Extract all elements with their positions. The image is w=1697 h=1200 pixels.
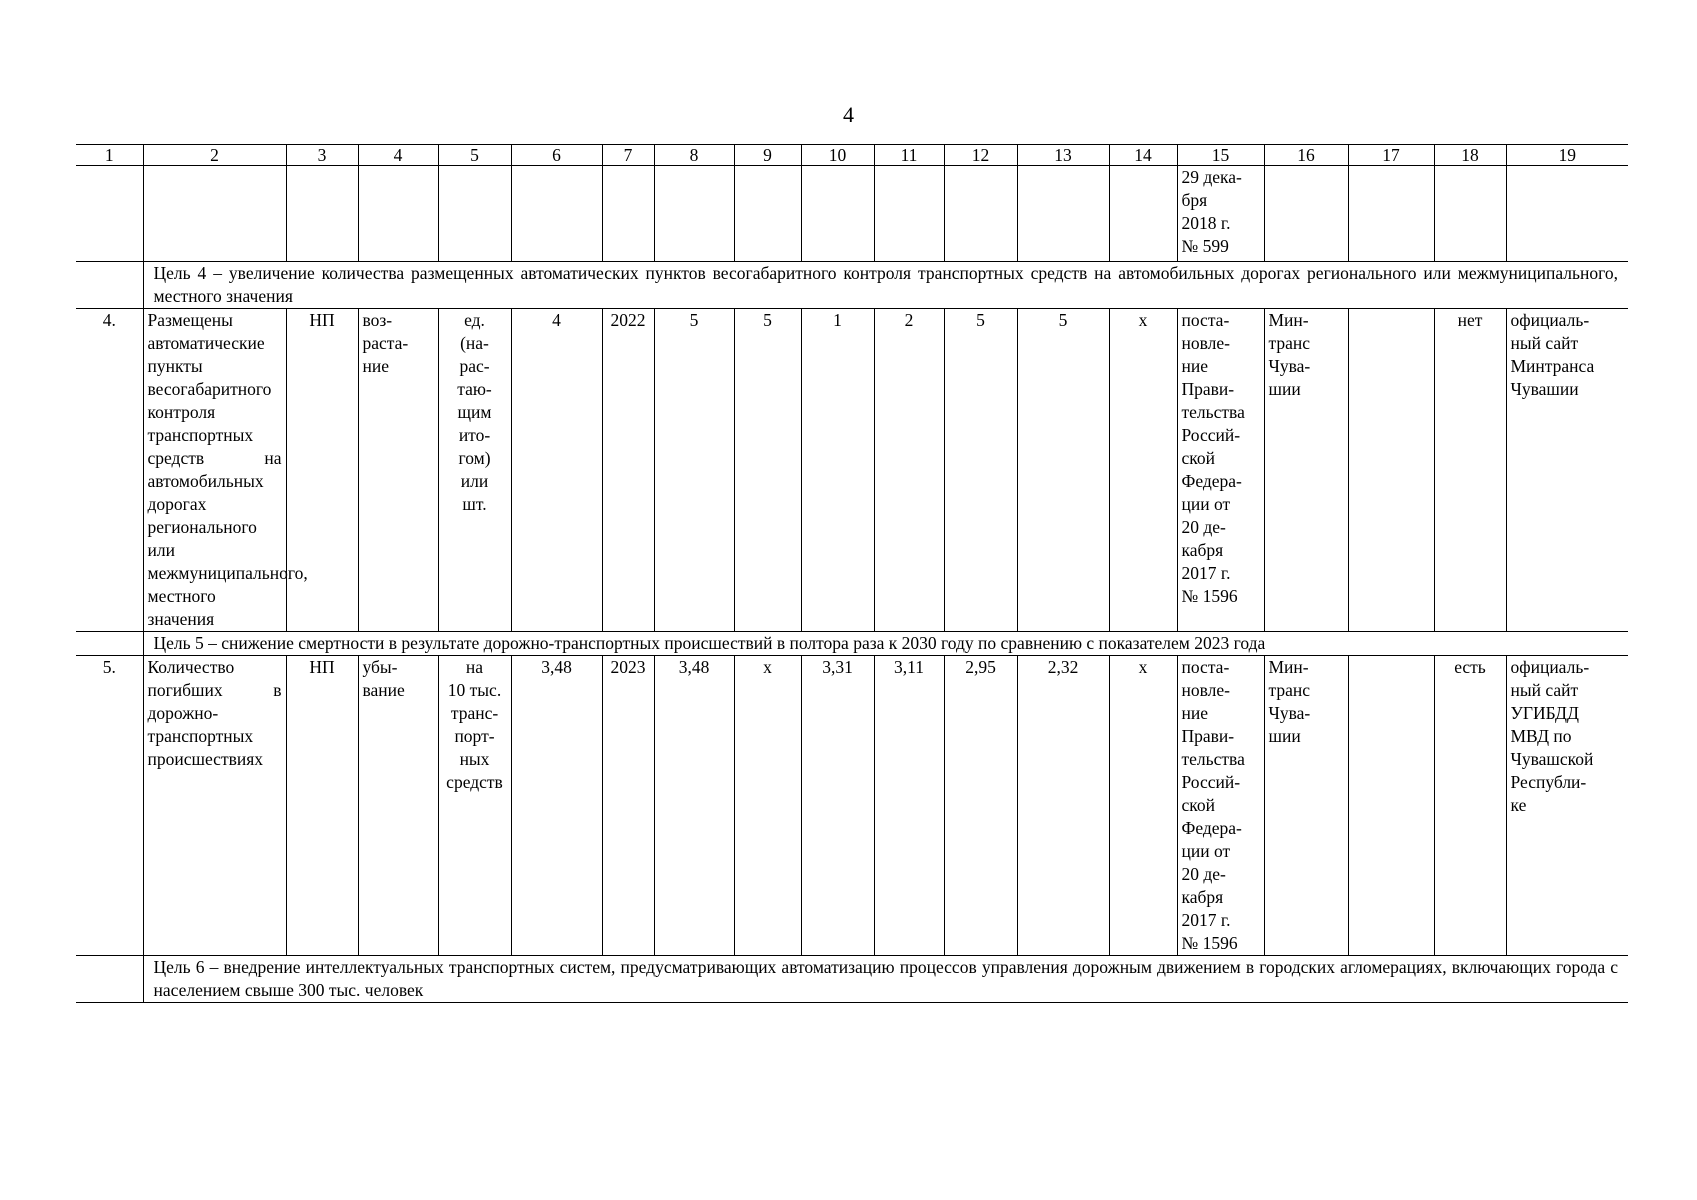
info-system-cell: официаль- ный сайт Минтранса Чувашии — [1506, 309, 1628, 632]
indicator-type: НП — [286, 309, 358, 632]
document-cell: 29 дека- бря 2018 г. № 599 — [1177, 166, 1264, 262]
flag-cell: есть — [1434, 656, 1506, 956]
table-cell — [143, 166, 286, 262]
table-cell — [1109, 166, 1177, 262]
table-cell — [511, 166, 602, 262]
row-number: 5. — [76, 656, 143, 956]
table-cell — [654, 166, 734, 262]
header-cell: 2 — [143, 145, 286, 166]
header-cell: 10 — [801, 145, 874, 166]
table-cell — [76, 262, 143, 309]
value-col-8: 5 — [654, 309, 734, 632]
goal-row — [76, 632, 1628, 656]
value-col-9: х — [734, 656, 801, 956]
table-cell — [1017, 166, 1109, 262]
indicator-unit: ед. (на- рас- таю- щим ито- гом) или шт. — [438, 309, 511, 632]
header-cell: 11 — [874, 145, 944, 166]
header-cell: 16 — [1264, 145, 1348, 166]
table-cell — [438, 166, 511, 262]
header-cell: 9 — [734, 145, 801, 166]
table-cell — [734, 166, 801, 262]
value-col-14: х — [1109, 656, 1177, 956]
indicator-type: НП — [286, 656, 358, 956]
indicator-name: Количество погибших в дорожно-транспортных происшествиях — [143, 656, 286, 956]
header-cell: 18 — [1434, 145, 1506, 166]
responsible-cell: Мин- транс Чува- шии — [1264, 656, 1348, 956]
value-col-11: 2 — [874, 309, 944, 632]
document-cell: поста- новле- ние Прави- тельства Россий- ской Федера- ции от 20 де- кабря 2017 г. № 1596 — [1177, 309, 1264, 632]
table-cell — [1348, 309, 1434, 632]
indicator-name: Размещены автоматические пункты весогабаритного контроля транспортных средств на автомобильных дорогах регионального или межмуниципального, местного значения — [143, 309, 286, 632]
goal-row — [76, 262, 1628, 309]
page-number: 4 — [843, 102, 854, 127]
table-cell — [76, 166, 143, 262]
header-cell: 14 — [1109, 145, 1177, 166]
value-col-13: 5 — [1017, 309, 1109, 632]
header-cell: 12 — [944, 145, 1017, 166]
document-cell: поста- новле- ние Прави- тельства Россий- ской Федера- ции от 20 де- кабря 2017 г. № 1596 — [1177, 656, 1264, 956]
indicators-table — [76, 144, 1628, 1003]
header-cell: 7 — [602, 145, 654, 166]
base-value: 4 — [511, 309, 602, 632]
table-cell — [874, 166, 944, 262]
header-cell: 15 — [1177, 145, 1264, 166]
column-number-header — [76, 145, 1628, 166]
table-cell — [76, 632, 143, 656]
value-col-14: х — [1109, 309, 1177, 632]
table-cell — [1348, 166, 1434, 262]
info-system-cell: официаль- ный сайт УГИБДД МВД по Чувашской Республи- ке — [1506, 656, 1628, 956]
table-row-5 — [76, 656, 1628, 956]
table-row-4 — [76, 309, 1628, 632]
table-cell — [1348, 656, 1434, 956]
value-col-10: 3,31 — [801, 656, 874, 956]
value-col-11: 3,11 — [874, 656, 944, 956]
indicator-unit: на 10 тыс. транс- порт- ных средств — [438, 656, 511, 956]
value-col-12: 2,95 — [944, 656, 1017, 956]
table-cell — [801, 166, 874, 262]
value-col-13: 2,32 — [1017, 656, 1109, 956]
indicator-direction: воз- раста- ние — [358, 309, 438, 632]
value-col-8: 3,48 — [654, 656, 734, 956]
row-number: 4. — [76, 309, 143, 632]
header-cell: 4 — [358, 145, 438, 166]
goal-5-text: Цель 5 – снижение смертности в результате дорожно-транспортных происшествий в полтора раза к 2030 году по сравнению с показателем 2023 года — [143, 632, 1628, 656]
table-cell — [1434, 166, 1506, 262]
table-cell — [944, 166, 1017, 262]
header-cell: 1 — [76, 145, 143, 166]
value-col-10: 1 — [801, 309, 874, 632]
header-cell: 3 — [286, 145, 358, 166]
base-year: 2022 — [602, 309, 654, 632]
table-cell — [76, 956, 143, 1003]
table-cell — [602, 166, 654, 262]
value-col-12: 5 — [944, 309, 1017, 632]
header-cell: 13 — [1017, 145, 1109, 166]
goal-6-text: Цель 6 – внедрение интеллектуальных транспортных систем, предусматривающих автоматизацию процессов управления дорожным движением в городских агломерациях, включающих города с населением свыше 300 тыс. человек — [143, 956, 1628, 1003]
table-cell — [358, 166, 438, 262]
responsible-cell: Мин- транс Чува- шии — [1264, 309, 1348, 632]
base-value: 3,48 — [511, 656, 602, 956]
base-year: 2023 — [602, 656, 654, 956]
header-cell: 5 — [438, 145, 511, 166]
table-cell — [286, 166, 358, 262]
header-cell: 17 — [1348, 145, 1434, 166]
header-cell: 19 — [1506, 145, 1628, 166]
flag-cell: нет — [1434, 309, 1506, 632]
header-cell: 6 — [511, 145, 602, 166]
goal-4-text: Цель 4 – увеличение количества размещенных автоматических пунктов весогабаритного контроля транспортных средств на автомобильных дорогах регионального или межмуниципального, местного значения — [143, 262, 1628, 309]
goal-row — [76, 956, 1628, 1003]
table-row-continued — [76, 166, 1628, 262]
indicator-direction: убы- вание — [358, 656, 438, 956]
header-cell: 8 — [654, 145, 734, 166]
value-col-9: 5 — [734, 309, 801, 632]
table-cell — [1506, 166, 1628, 262]
table-cell — [1264, 166, 1348, 262]
